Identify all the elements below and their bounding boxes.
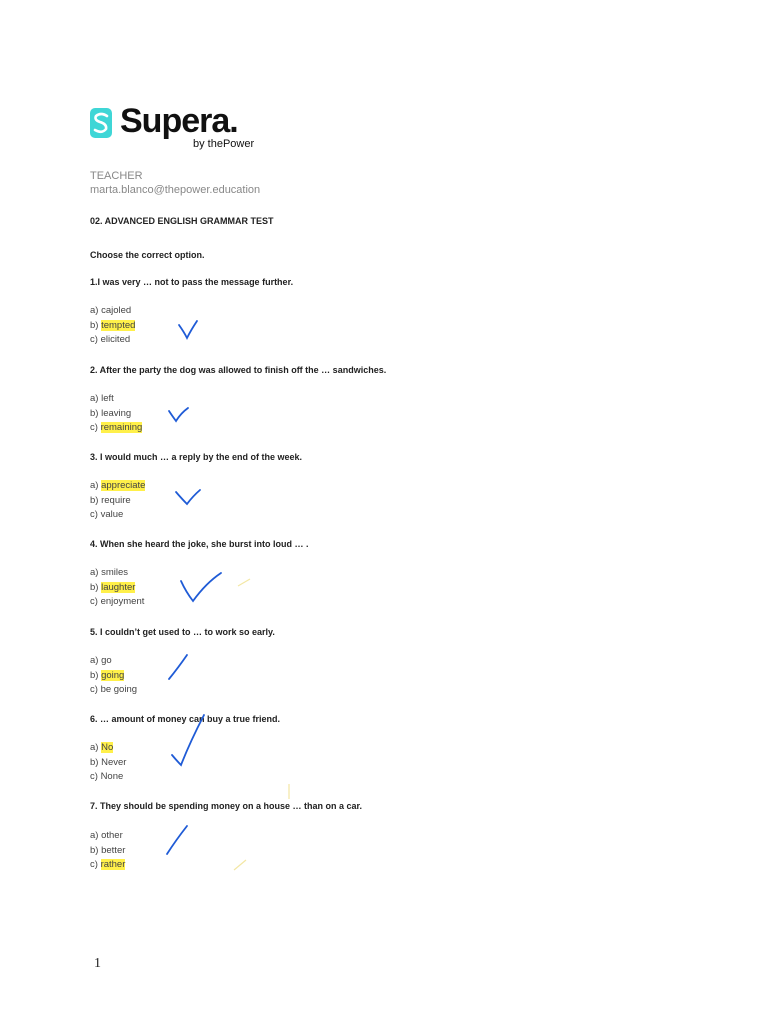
option-letter: b) — [90, 581, 99, 593]
check-mark-icon — [179, 321, 197, 338]
check-mark-icon — [181, 573, 221, 601]
option-text-highlighted: laughter — [101, 581, 136, 593]
option-text: smiles — [101, 567, 129, 578]
option-letter: a) — [90, 393, 99, 404]
option-text-highlighted: remaining — [100, 422, 143, 434]
option-letter: b) — [90, 407, 99, 419]
option-text-highlighted: No — [101, 742, 114, 753]
option-letter: a) — [90, 830, 99, 841]
question-6: 6. … amount of money can buy a true friend. — [90, 714, 281, 724]
test-title: 02. ADVANCED ENGLISH GRAMMAR TEST — [90, 216, 274, 226]
option-letter: c) — [90, 334, 98, 346]
option-text: Never — [101, 756, 127, 768]
option-text: enjoyment — [100, 596, 145, 608]
option-letter: a) — [90, 480, 99, 491]
option-text: value — [100, 509, 124, 521]
pencil-mark-icon — [238, 579, 250, 586]
teacher-email: marta.blanco@thepower.education — [90, 184, 261, 196]
option-letter: b) — [90, 319, 99, 331]
option-text: elicited — [100, 334, 131, 346]
option-letter: c) — [90, 509, 98, 521]
option-text: better — [101, 844, 126, 856]
test-instruction: Choose the correct option. — [90, 250, 205, 260]
option-text: be going — [100, 684, 138, 696]
option-letter: c) — [90, 422, 98, 434]
option-text-highlighted: appreciate — [101, 480, 146, 491]
option-text: other — [101, 830, 123, 841]
question-5: 5. I couldn’t get used to … to work so early. — [90, 627, 275, 637]
slash-mark-icon — [167, 826, 187, 854]
option-letter: b) — [90, 844, 99, 856]
question-3: 3. I would much … a reply by the end of the week. — [90, 452, 303, 462]
check-mark-icon — [169, 408, 188, 421]
teacher-label: TEACHER — [90, 170, 143, 182]
option-text-highlighted: rather — [100, 859, 126, 871]
option-letter: a) — [90, 655, 99, 666]
pencil-mark-icon — [234, 860, 246, 870]
check-mark-icon — [172, 715, 204, 765]
check-mark-icon — [176, 490, 200, 504]
logo-subtitle: by thePower — [193, 138, 255, 150]
option-text: leaving — [101, 407, 132, 419]
option-letter: a) — [90, 305, 99, 316]
option-letter: a) — [90, 567, 99, 578]
option-letter: a) — [90, 742, 99, 753]
option-letter: c) — [90, 684, 98, 696]
option-text: go — [101, 655, 112, 666]
question-2: 2. After the party the dog was allowed to finish off the … sandwiches. — [90, 365, 387, 375]
question-4: 4. When she heard the joke, she burst into loud … . — [90, 539, 309, 549]
slash-mark-icon — [169, 655, 187, 679]
option-letter: b) — [90, 756, 99, 768]
question-1: 1.I was very … not to pass the message further. — [90, 277, 294, 287]
option-letter: b) — [90, 494, 99, 506]
option-letter: c) — [90, 771, 98, 783]
page-number: 1 — [94, 956, 101, 971]
option-text: None — [100, 771, 124, 783]
option-text: cajoled — [101, 305, 132, 316]
option-text-highlighted: tempted — [101, 319, 136, 331]
option-letter: c) — [90, 596, 98, 608]
logo-wordmark: Supera. — [120, 102, 238, 140]
option-text: require — [101, 494, 131, 506]
option-text-highlighted: going — [101, 669, 125, 681]
option-letter: c) — [90, 859, 98, 871]
question-7: 7. They should be spending money on a house … than on a car. — [90, 801, 363, 811]
option-letter: b) — [90, 669, 99, 681]
option-text: left — [101, 393, 114, 404]
